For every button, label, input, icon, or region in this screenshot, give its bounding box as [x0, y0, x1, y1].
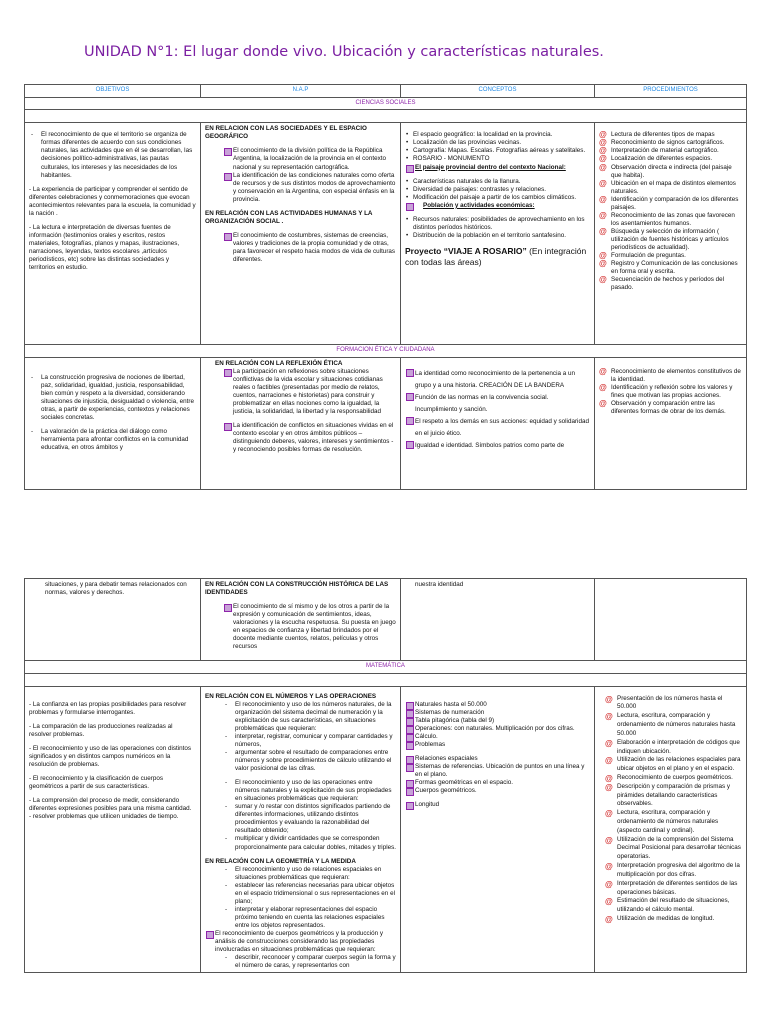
- nap-item: La participación en reflexiones sobre situaciones conflictivas de la vida escolar y situaciones cotidianas reales o factibles (presentadas por medio de relatos, cuentos, narraciones e historietas) para construir y problematizar en ellas nociones como la igualdad, la justicia, la solidaridad, la libertad y la responsabilidad: [223, 368, 396, 416]
- procedimiento-item: @ Ubicación en el mapa de distintos elementos naturales.: [599, 180, 742, 196]
- section-formacion-etica: FORMACION ÉTICA Y CIUDADANA: [25, 345, 747, 358]
- procedimiento-item: @ Interpretación de diferentes sentidos de las operaciones básicas.: [605, 880, 742, 898]
- objetivo-item: - La lectura e interpretación de diversas fuentes de información (testimonios orales y escritos, restos materiales, fotografías, planos y mapas, ilustraciones, narraciones, leyendas, textos escolares ,artículos periodísticos, etc) sobre las distintas sociedades y territorios en estudio.: [29, 223, 180, 272]
- procedimiento-item: @ Reconocimiento de signos cartográficos.: [599, 139, 742, 147]
- nap-item: - describir, reconocer y comparar cuerpos según la forma y el número de caras, y representarlos con: [223, 954, 396, 970]
- nap-item: El reconocimiento de cuerpos geométricos y la producción y análisis de construcciones considerando las propiedades involucradas en situaciones problemáticas que requieran:: [205, 930, 396, 954]
- unit-table-part-1: [24, 84, 747, 490]
- procedimiento-item: @ Formulación de preguntas.: [599, 252, 742, 260]
- etica-row: [25, 358, 747, 490]
- concepto-item: • El espacio geográfico: la localidad en la provincia.: [405, 131, 590, 139]
- objetivo-item: - El reconocimiento y uso de las operaciones con distintos significados y en distintos campos numéricos en la resolución de problemas.: [29, 744, 192, 768]
- procedimiento-item: @ Lectura, escritura, comparación y ordenamiento de números naturales (aspecto cardinal y ordinal).: [605, 809, 742, 835]
- concepto-item: nuestra identidad: [401, 579, 595, 661]
- proyecto-title: Proyecto “VIAJE A ROSARIO”: [405, 245, 527, 256]
- concepto-item: Tabla pitagórica (tabla del 9): [405, 717, 590, 725]
- nap-item: - multiplicar y dividir cantidades que se corresponden proporcionalmente para calcular dobles, mitades y triples.: [223, 835, 396, 851]
- objetivo-item: - La valoración de la práctica del diálogo como herramienta para afrontar conflictos en la comunidad educativa, en otros ámbitos y: [29, 428, 196, 452]
- procedimiento-item: @ Identificación y reflexión sobre los valores y fines que motivan las propias acciones.: [599, 384, 742, 400]
- objetivo-item: - El reconocimiento y la clasificación de cuerpos geométricos a partir de sus características.: [29, 775, 164, 791]
- procedimiento-item: @ Observación directa e indirecta (del paisaje que habita).: [599, 164, 742, 180]
- section-matematica: MATEMÁTICA: [25, 661, 747, 674]
- procedimiento-item: @ Localización de diferentes espacios.: [599, 155, 742, 163]
- section-ciencias-sociales: CIENCIAS SOCIALES: [25, 97, 747, 110]
- nap-heading: EN RELACIÓN CON LAS ACTIVIDADES HUMANAS Y LA ORGANIZACIÓN SOCIAL .: [205, 209, 373, 225]
- concepto-item: La identidad como reconocimiento de la pertenencia a un grupo y a una historia. CREACIÓN DE LA BANDERA: [405, 368, 590, 392]
- header-procedimientos: PROCEDIMIENTOS: [595, 85, 747, 98]
- concepto-item: • Cartografía: Mapas. Escalas. Fotografías aéreas y satelitales.: [405, 147, 590, 155]
- procedimiento-item: @ Registro y Comunicación de las conclusiones en forma oral y escrita.: [599, 260, 742, 276]
- objetivo-item: - La comprensión del proceso de medir, considerando diferentes expresiones posibles para una misma cantidad.: [29, 797, 192, 813]
- nap-item: - El reconocimiento y uso de las operaciones entre números naturales y la explicitación de sus propiedades en situaciones problemáticas que requieran:: [223, 779, 396, 803]
- procedimiento-item: @ Elaboración e interpretación de códigos que indiquen ubicación.: [605, 739, 742, 757]
- concepto-subheading: Población y actividades económicas:: [405, 202, 590, 210]
- procedimiento-item: @ Interpretación de material cartográfico.: [599, 147, 742, 155]
- objetivo-item: situaciones, y para debatir temas relacionados con normas, valores y derechos.: [25, 579, 201, 661]
- nap-item: La identificación de conflictos en situaciones vividas en el contexto escolar y en otros ámbitos públicos – distinguiendo deberes, valores, intereses y sentimientos - y reconociendo posibles formas de resolución.: [223, 422, 396, 454]
- etica-cont-row: [25, 579, 747, 661]
- concepto-subheading: El paisaje provincial dentro del contexto Nacional:: [405, 164, 590, 172]
- concepto-item: Sistemas de referencias. Ubicación de puntos en una línea y en el plano.: [405, 763, 590, 779]
- proyecto-note: (En integración con todas las áreas): [405, 245, 587, 268]
- proyecto-text: [405, 246, 590, 269]
- nap-item: El conocimiento de sí mismo y de los otros a partir de la expresión y comunicación de sentimientos, ideas, valoraciones y la escucha respetuosa. Su puesta en juego en espacios de confianza y libertad brindados por el docente mediante cuentos, relatos, películas y otros recursos: [223, 603, 396, 651]
- matematica-row: [25, 686, 747, 973]
- nap-heading: EN RELACIÓN CON LA CONSTRUCCIÓN HISTÓRICA DE LAS IDENTIDADES: [205, 581, 389, 597]
- concepto-item: Relaciones espaciales: [405, 755, 590, 763]
- procedimiento-item: @ Búsqueda y selección de información ( utilización de fuentes históricas y artículos periodísticos de actualidad).: [599, 228, 742, 252]
- procedimiento-item: @ Utilización de la comprensión del Sistema Decimal Posicional para desarrollar técnicas operatorias.: [605, 836, 742, 862]
- concepto-item: Cuerpos geométricos.: [405, 787, 590, 795]
- header-objetivos: OBJETIVOS: [25, 85, 201, 98]
- objetivo-item: - resolver problemas que utilicen unidades de tiempo.: [29, 813, 179, 821]
- nap-item: - establecer las referencias necesarias para ubicar objetos en el espacio tridimensional o sus representaciones en el plano;: [223, 882, 396, 906]
- concepto-item: El respeto a los demás en sus acciones: equidad y solidaridad en el juicio ético.: [405, 416, 590, 440]
- nap-heading: EN RELACIÓN CON EL NÚMEROS Y LAS OPERACIONES: [205, 692, 377, 700]
- concepto-item: • Modificación del paisaje a partir de los cambios climáticos.: [405, 194, 590, 202]
- nap-heading: EN RELACIÓN CON LA GEOMETRÍA Y LA MEDIDA: [205, 857, 356, 865]
- nap-item: - interpretar, registrar, comunicar y comparar cantidades y números,: [223, 733, 396, 749]
- page-title: UNIDAD N°1: El lugar donde vivo. Ubicación y características naturales.: [84, 44, 604, 60]
- procedimiento-item: @ Presentación de los números hasta el 50.000: [605, 695, 742, 713]
- procedimiento-item: @ Reconocimiento de cuerpos geométricos.: [605, 774, 742, 783]
- nap-item: - interpretar y elaborar representaciones del espacio próximo teniendo en cuenta las relaciones espaciales entre los objetos representados.: [223, 906, 396, 930]
- nap-heading: EN RELACION CON LAS SOCIEDADES Y EL ESPACIO GEOGRÁFICO: [205, 125, 367, 141]
- concepto-item: Formas geométricas en el espacio.: [405, 779, 590, 787]
- objetivo-item: - La construcción progresiva de nociones de libertad, paz, solidaridad, igualdad, justicia, responsabilidad, bien común y respeto a la diversidad, considerando situaciones de injusticia, desigualdad o violencia, entre otras, a partir de experiencias, contextos y relaciones sociales concretas.: [29, 374, 196, 422]
- concepto-item: • Características naturales de la llanura.: [405, 178, 590, 186]
- nap-item: - argumentar sobre el resultado de comparaciones entre números y sobre procedimientos de cálculo utilizando el valor posicional de las cifras.: [223, 749, 396, 773]
- concepto-item: Igualdad e identidad. Símbolos patrios como parte de: [405, 440, 590, 452]
- objetivo-item: - El reconocimiento de que el territorio se organiza de formas diferentes de acuerdo con sus condiciones naturales, las actividades que en él se desarrollan, las decisiones político-administrativas, las pautas culturales, los intereses y las necesidades de los habitantes.: [29, 131, 196, 179]
- procedimiento-item: @ Interpretación progresiva del algoritmo de la multiplicación por dos cifras.: [605, 862, 742, 880]
- procedimiento-item: @ Descripción y comparación de prismas y pirámides detallando características observables.: [605, 783, 742, 809]
- objetivo-item: - La experiencia de participar y comprender el sentido de diferentes celebraciones y conmemoraciones que evocan acontecimientos relevantes para la escuela, la comunidad y la nación .: [29, 185, 196, 217]
- blank-row: [25, 110, 747, 123]
- procedimiento-item: @ Identificación y comparación de los diferentes paisajes.: [599, 196, 742, 212]
- concepto-item: • Localización de las provincias vecinas.: [405, 139, 590, 147]
- procedimiento-item: @ Observación y comparación entre las diferentes formas de obrar de los demás.: [599, 400, 742, 416]
- nap-item: El conocimiento de costumbres, sistemas de creencias, valores y tradiciones de la propia comunidad y de otras, para favorecer el respeto hacia modos de vida de culturas diferentes.: [223, 232, 396, 264]
- objetivo-item: - La confianza en las propias posibilidades para resolver problemas y formularse interrogantes.: [29, 700, 187, 716]
- procedimiento-item: @ Utilización de las relaciones espaciales para ubicar objetos en el plano y en el espacio.: [605, 756, 742, 774]
- header-nap: N.A.P: [201, 85, 401, 98]
- nap-item: El conocimiento de la división política de la República Argentina, la localización de la provincia en el contexto nacional y su representación cartográfica.: [223, 147, 396, 171]
- concepto-item: Sistemas de numeración: [405, 709, 590, 717]
- ciencias-row: [25, 123, 747, 345]
- header-conceptos: CONCEPTOS: [401, 85, 595, 98]
- procedimiento-item: @ Utilización de medidas de longitud.: [605, 915, 742, 924]
- concepto-item: • ROSARIO - MONUMENTO: [405, 155, 590, 163]
- nap-item: - El reconocimiento y uso de relaciones espaciales en situaciones problemáticas que requieran:: [223, 866, 396, 882]
- concepto-item: • Diversidad de paisajes: contrastes y relaciones.: [405, 186, 590, 194]
- nap-item: - El reconocimiento y uso de los números naturales, de la organización del sistema decimal de numeración y la explicitación de sus características, en situaciones problemáticas que requieran:: [223, 701, 396, 733]
- nap-item: La identificación de las condiciones naturales como oferta de recursos y de sus distintos modos de aprovechamiento y conservación en la Argentina, con especial énfasis en la provincia.: [223, 172, 396, 204]
- concepto-item: Cálculo.: [405, 733, 590, 741]
- header-row: [25, 85, 747, 98]
- concepto-item: Función de las normas en la convivencia social. Incumplimiento y sanción.: [405, 392, 590, 416]
- objetivo-item: - La comparación de las producciones realizadas al resolver problemas.: [29, 722, 173, 738]
- concepto-item: • Distribución de la población en el territorio santafesino.: [405, 232, 590, 240]
- procedimiento-item: @ Secuenciación de hechos y períodos del pasado.: [599, 276, 742, 292]
- concepto-item: Problemas: [405, 741, 590, 749]
- unit-table-part-2: [24, 578, 747, 973]
- concepto-item: • Recursos naturales: posibilidades de aprovechamiento en los distintos períodos históricos.: [405, 216, 590, 232]
- blank-row: [25, 673, 747, 686]
- procedimiento-item: @ Lectura de diferentes tipos de mapas: [599, 131, 742, 139]
- procedimiento-item: @ Reconocimiento de las zonas que favorecen los asentamientos humanos.: [599, 212, 742, 228]
- procedimiento-item: @ Lectura, escritura, comparación y ordenamiento de números naturales hasta 50.000: [605, 712, 742, 738]
- procedimiento-item: @ Estimación del resultado de situaciones, utilizando el cálculo mental.: [605, 897, 742, 915]
- procedimiento-item: @ Reconocimiento de elementos constitutivos de la identidad.: [599, 368, 742, 384]
- concepto-item: Longitud: [405, 801, 590, 809]
- concepto-item: Naturales hasta el 50.000: [405, 701, 590, 709]
- nap-heading: EN RELACIÓN CON LA REFLEXIÓN ÉTICA: [215, 360, 343, 368]
- nap-item: - sumar y /o restar con distintos significados partiendo de diferentes informaciones, utilizando distintos procedimientos y evaluando la razonabilidad del resultado obtenido;: [223, 803, 396, 835]
- concepto-item: Operaciones: con naturales. Multiplicación por dos cifras.: [405, 725, 590, 733]
